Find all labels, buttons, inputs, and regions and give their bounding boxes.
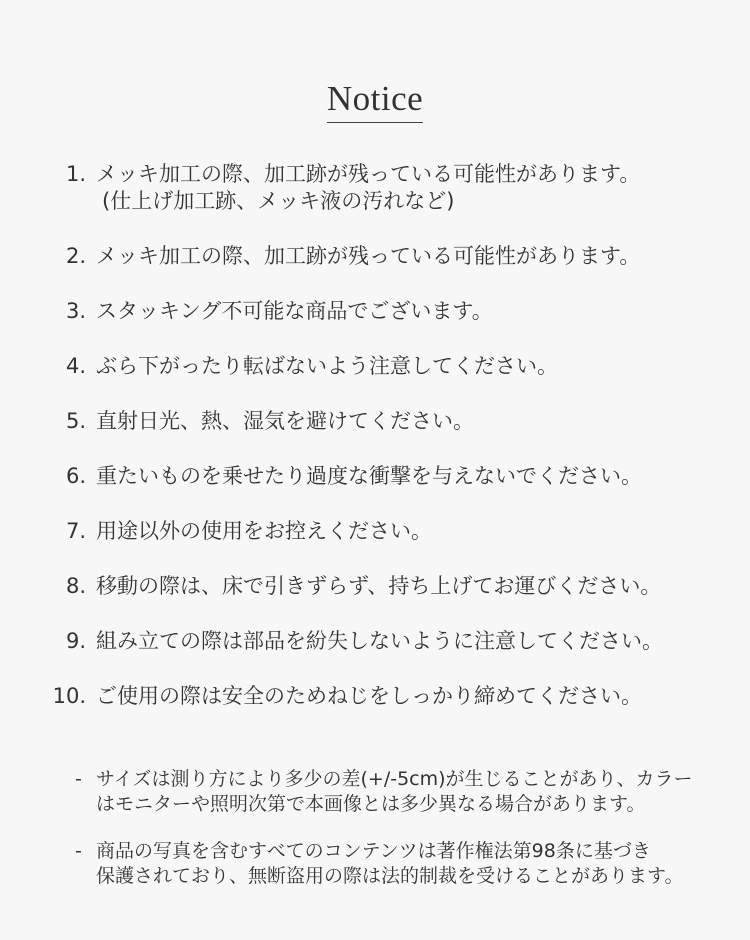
footnote-line: サイズは測り方により多少の差(+/-5cm)が生じることがあり、カラー [96,768,693,790]
item-number: 8. [65,574,86,598]
footnote-line: 保護されており、無断盗用の際は法的制裁を受けることがあります。 [96,865,684,887]
item-text: ぶら下がったり転ばないよう注意してください。 [96,354,558,378]
item-text: 移動の際は、床で引きずらず、持ち上げてお運びください。 [96,574,662,598]
item-number: 9. [65,629,86,653]
footnote-dash: - [75,768,82,790]
notice-title: Notice [327,76,423,123]
footnote-dash: - [75,840,82,862]
item-number: 2. [65,244,86,268]
item-number: 3. [65,299,86,323]
item-text: 重たいものを乗せたり過度な衝撃を与えないでください。 [96,464,642,488]
item-number: 4. [65,354,86,378]
item-number: 7. [65,519,86,543]
item-number: 5. [65,409,86,433]
item-number: 1. [65,162,86,186]
item-text: 直射日光、熱、湿気を避けてください。 [96,409,474,433]
item-number: 10. [52,684,86,708]
page-title [0,76,750,123]
footnote-line: はモニターや照明次第で本画像とは多少異なる場合があります。 [96,793,646,815]
item-number: 6. [65,464,86,488]
item-text: 組み立ての際は部品を紛失しないように注意してください。 [96,629,663,653]
item-text: 用途以外の使用をお控えください。 [96,519,432,543]
item-text: メッキ加工の際、加工跡が残っている可能性があります。 [96,162,641,186]
item-subtext: (仕上げ加工跡、メッキ液の汚れなど) [102,189,455,213]
footnote-line: 商品の写真を含むすべてのコンテンツは著作権法第98条に基づき [96,840,651,862]
item-text: メッキ加工の際、加工跡が残っている可能性があります。 [96,244,641,268]
item-text: ご使用の際は安全のためねじをしっかり締めてください。 [96,684,642,708]
item-text: スタッキング不可能な商品でございます。 [96,299,493,323]
